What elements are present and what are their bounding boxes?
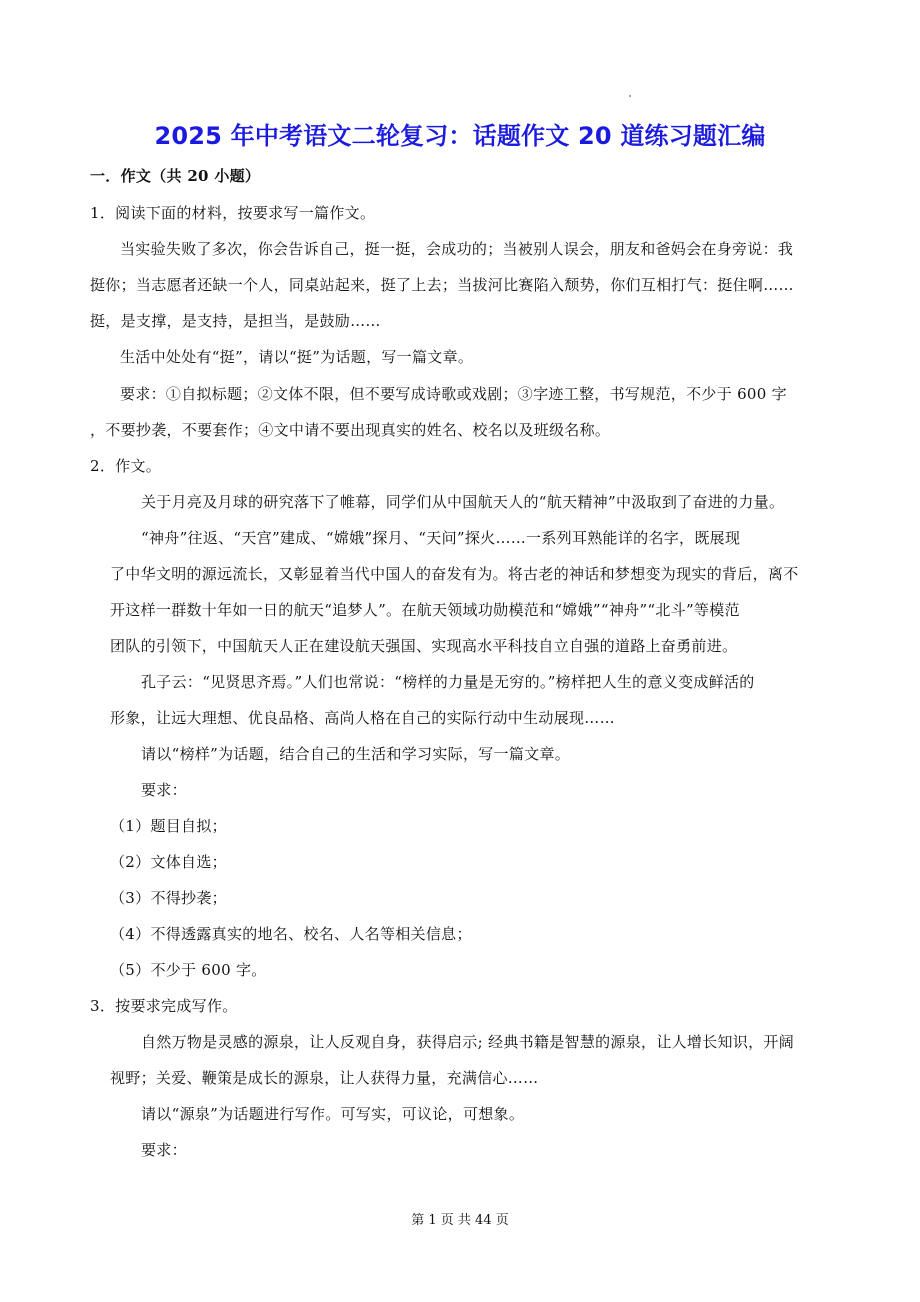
- paragraph-line: 开这样一群数十年如一日的航天“追梦人”。在航天领域功勋模范和“嫦娥”“神舟”“北斗”等模范: [110, 601, 740, 619]
- question-3-heading: 3．按要求完成写作。: [90, 997, 238, 1015]
- requirement-item: （3）不得抄袭；: [110, 889, 227, 907]
- paragraph-line: 形象，让远大理想、优良品格、高尚人格在自己的实际行动中生动展现……: [110, 709, 615, 727]
- paragraph-line: 视野；关爱、鞭策是成长的源泉，让人获得力量，充满信心……: [110, 1069, 539, 1087]
- requirement-item: （2）文体自选；: [110, 853, 227, 871]
- requirement-heading: 要求：: [141, 781, 187, 799]
- stray-mark: [629, 95, 631, 97]
- page-footer: 第 1 页 共 44 页: [411, 1213, 509, 1228]
- paragraph-line: 关于月亮及月球的研究落下了帷幕，同学们从中国航天人的“航天精神”中汲取到了奋进的力量。: [141, 493, 785, 511]
- question-2-heading: 2．作文。: [90, 457, 162, 475]
- paragraph-line: 当实验失败了多次，你会告诉自己，挺一挺，会成功的；当被别人误会，朋友和爸妈会在身旁说：我: [120, 240, 794, 258]
- paragraph-line: 了中华文明的源远流长，又彰显着当代中国人的奋发有为。将古老的神话和梦想变为现实的背后，离不: [110, 565, 799, 583]
- document-title: 2025 年中考语文二轮复习：话题作文 20 道练习题汇编: [154, 122, 766, 150]
- paragraph-line: “神舟”往返、“天宫”建成、“嫦娥”探月、“天问”探火……一系列耳熟能详的名字，既展现: [141, 529, 741, 547]
- paragraph-line: 挺你；当志愿者还缺一个人，同桌站起来，挺了上去；当拔河比赛陷入颓势，你们互相打气：挺住啊……: [90, 276, 794, 294]
- requirement-line: 要求：①自拟标题；②文体不限，但不要写成诗歌或戏剧；③字迹工整，书写规范，不少于 600 字: [120, 385, 787, 403]
- requirement-item: （5）不少于 600 字。: [110, 961, 267, 979]
- section-heading: 一．作文（共 20 小题）: [90, 167, 261, 185]
- requirement-item: （1）题目自拟；: [110, 817, 227, 835]
- requirement-heading: 要求：: [141, 1141, 187, 1159]
- paragraph-line: 挺，是支撑，是支持，是担当，是鼓励……: [90, 312, 381, 330]
- paragraph-line: 请以“源泉”为话题进行写作。可写实，可议论，可想象。: [141, 1105, 525, 1123]
- requirement-line: ，不要抄袭，不要套作；④文中请不要出现真实的姓名、校名以及班级名称。: [90, 421, 611, 439]
- paragraph-line: 孔子云：“见贤思齐焉。”人们也常说：“榜样的力量是无穷的。”榜样把人生的意义变成鲜活的: [141, 673, 755, 691]
- question-1-heading: 1．阅读下面的材料，按要求写一篇作文。: [90, 204, 376, 222]
- paragraph-line: 生活中处处有“挺”，请以“挺”为话题，写一篇文章。: [120, 348, 474, 366]
- paragraph-line: 团队的引领下，中国航天人正在建设航天强国、实现高水平科技自立自强的道路上奋勇前进。: [110, 637, 738, 655]
- paragraph-line: 请以“榜样”为话题，结合自己的生活和学习实际，写一篇文章。: [141, 745, 571, 763]
- paragraph-line: 自然万物是灵感的源泉，让人反观自身，获得启示; 经典书籍是智慧的源泉，让人增长知识，开阔: [141, 1033, 795, 1051]
- requirement-item: （4）不得透露真实的地名、校名、人名等相关信息；: [110, 925, 472, 943]
